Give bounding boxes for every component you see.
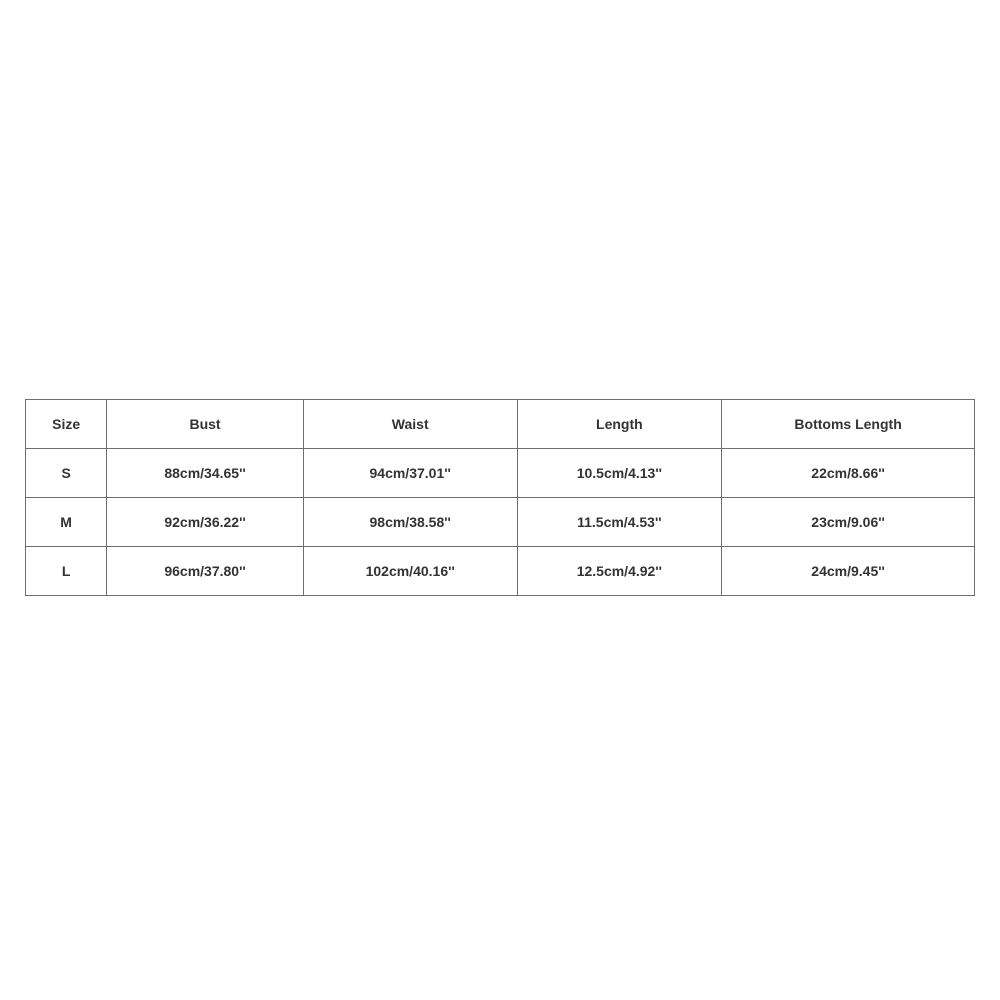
cell-bottoms-length: 22cm/8.66'' — [722, 449, 975, 498]
cell-waist: 102cm/40.16'' — [303, 547, 517, 596]
cell-size: M — [26, 498, 107, 547]
table-row — [26, 547, 975, 596]
cell-size: S — [26, 449, 107, 498]
header-bust: Bust — [107, 400, 304, 449]
table-row — [26, 449, 975, 498]
size-chart-table — [25, 399, 975, 596]
cell-waist: 94cm/37.01'' — [303, 449, 517, 498]
cell-length: 12.5cm/4.92'' — [517, 547, 722, 596]
header-length: Length — [517, 400, 722, 449]
cell-bottoms-length: 23cm/9.06'' — [722, 498, 975, 547]
cell-size: L — [26, 547, 107, 596]
header-bottoms-length: Bottoms Length — [722, 400, 975, 449]
header-waist: Waist — [303, 400, 517, 449]
table-row — [26, 498, 975, 547]
cell-length: 10.5cm/4.13'' — [517, 449, 722, 498]
cell-waist: 98cm/38.58'' — [303, 498, 517, 547]
cell-bust: 96cm/37.80'' — [107, 547, 304, 596]
cell-bust: 88cm/34.65'' — [107, 449, 304, 498]
cell-bust: 92cm/36.22'' — [107, 498, 304, 547]
table-header-row — [26, 400, 975, 449]
cell-bottoms-length: 24cm/9.45'' — [722, 547, 975, 596]
header-size: Size — [26, 400, 107, 449]
cell-length: 11.5cm/4.53'' — [517, 498, 722, 547]
